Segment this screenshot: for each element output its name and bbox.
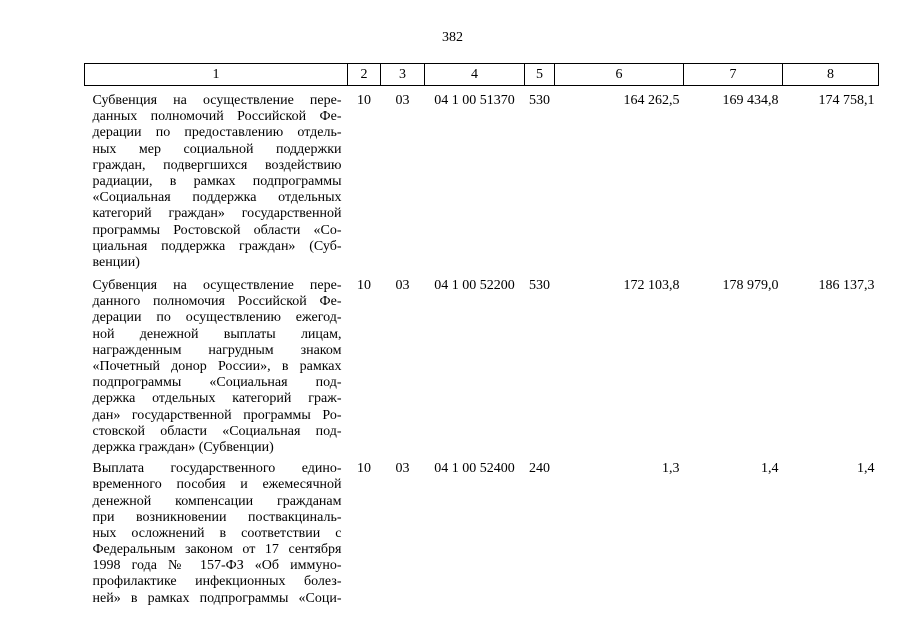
subsection-code: 03: [395, 461, 410, 477]
amount-col-6: 1,3: [662, 461, 680, 477]
subsection-code: 03: [395, 93, 410, 108]
amount-col-8: 1,4: [857, 461, 875, 477]
description-line: программы Ростовской области «Со-: [92, 222, 342, 238]
row-description: [85, 271, 348, 456]
description-line: профилактике инфекционных болез-: [92, 574, 342, 590]
row-description: [85, 86, 348, 272]
amount-col-6: 164 262,5: [623, 93, 680, 108]
description-line: циальная поддержка граждан» (Суб-: [92, 238, 342, 254]
target-article-code: 04 1 00 52200: [434, 278, 515, 294]
description-line: данных полномочий Российской Фе-: [92, 109, 342, 125]
page-number: 382: [442, 30, 463, 45]
section-code: 10: [357, 93, 371, 108]
header-col-6: 6: [555, 64, 684, 86]
description-line: дерации по предоставлению отдель-: [92, 125, 342, 141]
subsection-code: 03: [395, 278, 410, 294]
description-line: ной денежной выплаты лицам,: [92, 326, 342, 342]
header-col-3: 3: [381, 64, 425, 86]
header-col-5: 5: [525, 64, 555, 86]
description-line: Субвенция на осуществление пере-: [92, 278, 342, 294]
header-row: [85, 64, 879, 86]
description-line: венции): [92, 254, 140, 270]
table-row: [85, 271, 879, 456]
description-line: граждан, подвергшихся воздействию: [92, 157, 342, 173]
header-col-7: 7: [684, 64, 783, 86]
description-line: 1998 года № 157-ФЗ «Об иммуно-: [92, 558, 342, 574]
description-line: ней» в рамках подпрограммы «Соци-: [92, 590, 342, 606]
description-line: при возникновении поствакциналь-: [92, 509, 342, 525]
description-line: денежной компенсации гражданам: [92, 493, 342, 509]
description-line: ных осложнений в соответствии с: [92, 525, 342, 541]
section-code: 10: [357, 278, 371, 294]
description-line: категорий граждан» государственной: [92, 206, 342, 222]
amount-col-8: 186 137,3: [818, 278, 875, 294]
budget-table: [84, 63, 879, 607]
description-line: временного пособия и ежемесячной: [92, 477, 342, 493]
table-row: [85, 456, 879, 607]
description-line: «Почетный донор России», в рамках: [92, 359, 342, 374]
description-line: радиации, в рамках подпрограммы: [92, 173, 342, 189]
description-line: дерации по осуществлению ежегод-: [92, 310, 342, 326]
description-line: «Социальная поддержка отдельных: [92, 190, 342, 206]
amount-col-7: 169 434,8: [722, 93, 779, 108]
header-col-4: 4: [425, 64, 525, 86]
description-line: стовской области «Социальная под-: [92, 423, 342, 439]
description-line: награжденным нагрудным знаком: [92, 342, 342, 358]
description-line: держка отдельных категорий граж-: [92, 391, 342, 407]
header-col-1: 1: [85, 64, 348, 86]
description-line: данного полномочия Российской Фе-: [92, 294, 342, 310]
section-code: 10: [357, 461, 371, 477]
table-row: [85, 86, 879, 272]
amount-col-7: 1,4: [761, 461, 779, 477]
description-line: ных мер социальной поддержки: [92, 141, 342, 157]
header-col-2: 2: [348, 64, 381, 86]
amount-col-8: 174 758,1: [818, 93, 875, 108]
target-article-code: 04 1 00 51370: [434, 93, 515, 108]
target-article-code: 04 1 00 52400: [434, 461, 515, 477]
amount-col-6: 172 103,8: [623, 278, 680, 294]
header-col-8: 8: [783, 64, 879, 86]
description-line: Федеральным законом от 17 сентября: [92, 542, 342, 558]
description-line: Выплата государственного едино-: [92, 461, 342, 477]
expense-type-code: 530: [529, 93, 550, 108]
description-line: дан» государственной программы Ро-: [92, 407, 342, 423]
expense-type-code: 530: [529, 278, 550, 294]
description-line: подпрограммы «Социальная под-: [92, 375, 342, 391]
description-line: держка граждан» (Субвенции): [92, 439, 274, 455]
expense-type-code: 240: [529, 461, 550, 477]
row-description: [85, 456, 348, 607]
amount-col-7: 178 979,0: [722, 278, 779, 294]
description-line: Субвенция на осуществление пере-: [92, 93, 342, 108]
